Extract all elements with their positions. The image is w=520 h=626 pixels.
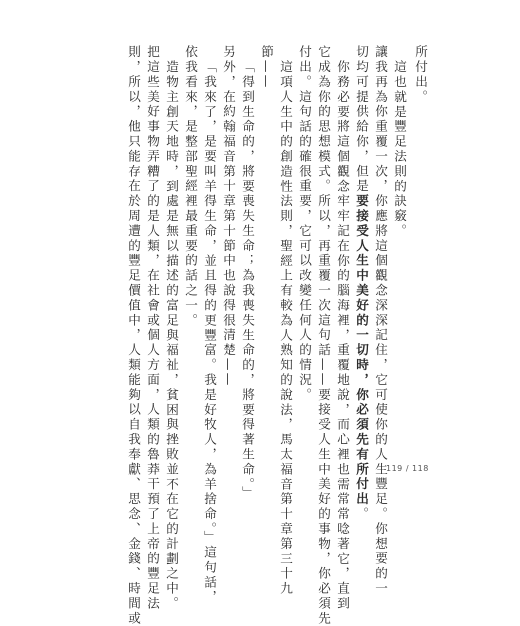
text-column-13: 依我看來，是整部聖經裡最重要的話之一。 xyxy=(183,45,198,329)
text-column-2: 這也就是豐足法則的訣竅。 xyxy=(392,60,407,239)
text-column-11: 另外，在約翰福音第十章第十節中也說得很清楚—— xyxy=(221,45,236,388)
text-column-12: 「我來了，是要叫羊得生命，並且得的更豐富。我是好牧人，為羊捨命。」這句話， xyxy=(202,60,217,605)
text-column-16: 則，所以，他只能存在於周遭的豐足價值中，人類能夠以自我奉獻、思念、金錢、時間或 xyxy=(126,45,141,626)
text-column-4: 切均可提供給你，但是要接受人生中美好的一切時，你必須先有所付出。 xyxy=(354,45,369,522)
text-column-8: 這項人生中的創造性法則，聖經上有較為人熟知的說法，馬太福音第十章第三十九 xyxy=(278,60,293,597)
emphasis-text: 要接受人生中美好的一切時，你必須先有所付出 xyxy=(354,194,369,507)
text-column-15: 把這些美好事物弄糟了的是人類，在社會或個人方面，人類的魯莽干預了上帝的豐足法 xyxy=(145,45,160,612)
text-column-3: 讓我再為你重覆一次，你應將這個觀念深深記住，它可使你的人生豐足。你想要的一 xyxy=(373,45,388,597)
text-column-5: 你務必要將這個觀念牢牢記在你的腦海裡，重覆地說，而心裡也需常常唸著它，直到 xyxy=(335,60,350,612)
text-column-6: 它成為你的思想模式。所以，再重覆一次這句話——要接受人生中美好的事物，你必須先 xyxy=(316,45,331,626)
text-column-14: 造物主創天地時，到處是無以描述的富足與福祉，貧困與挫敗並不在它的計劃之中。 xyxy=(164,60,179,612)
page-number: 119 / 118 xyxy=(386,464,429,473)
text-column-1: 所付出。 xyxy=(413,45,428,105)
text-column-10: 「得到生命的，將要喪失生命；為我喪失生命的，將要得著生命。」 xyxy=(240,60,255,501)
text-column-9: 節—— xyxy=(259,45,274,90)
text-column-7: 付出。這句話的確很重要，它可以改變任何人的情況。 xyxy=(297,45,312,403)
